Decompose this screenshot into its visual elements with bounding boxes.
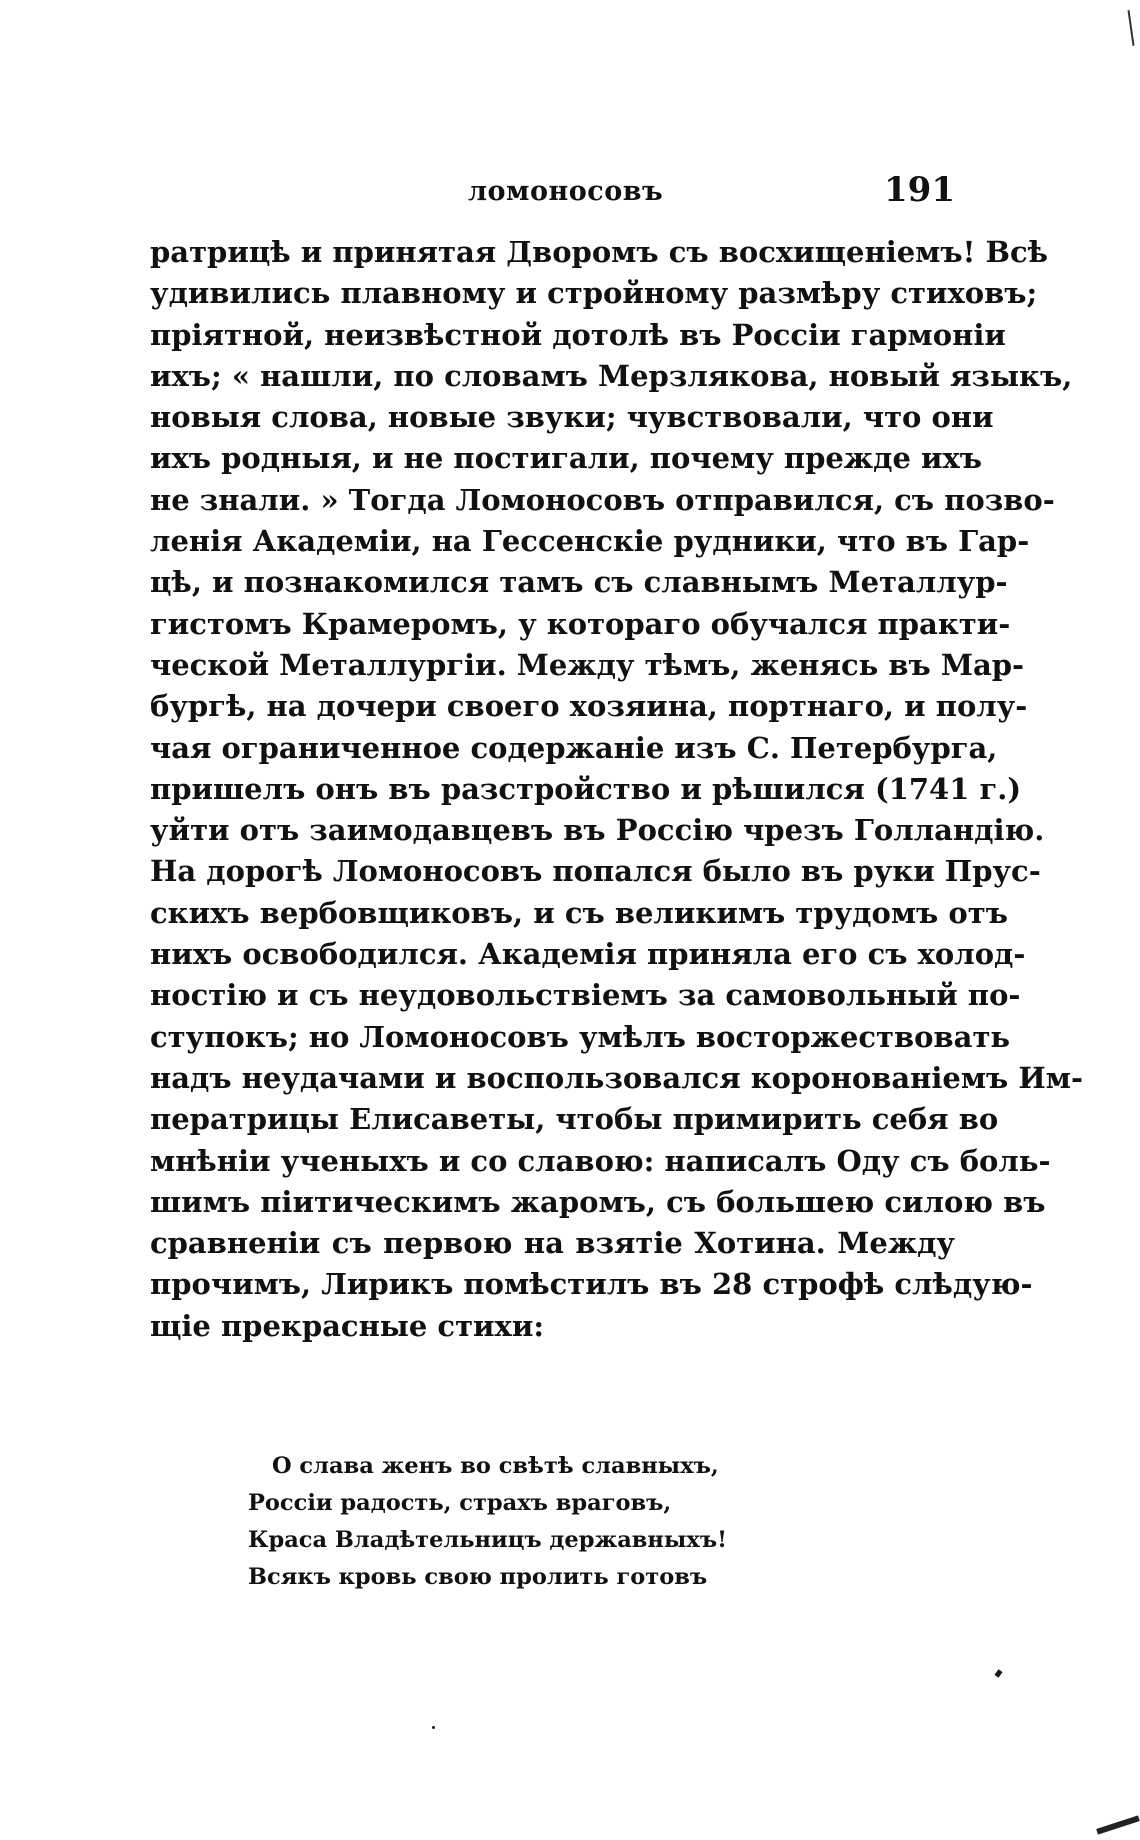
text-line: чая ограниченное содержанiе изъ С. Петербурга, — [150, 730, 998, 765]
text-line: скихъ вербовщиковъ, и съ великимъ трудомъ отъ — [150, 895, 1008, 930]
text-line: ческой Металлургiи. Между тѣмъ, женясь въ Мар- — [150, 647, 1025, 682]
text-line: щiе прекрасные стихи: — [150, 1308, 545, 1343]
text-line: ихъ родныя, и не постигали, почему прежде ихъ — [150, 441, 983, 476]
text-line: ступокъ; но Ломоносовъ умѣлъ восторжествовать — [150, 1019, 1011, 1054]
page-edge-mark — [1128, 10, 1135, 46]
running-head — [150, 170, 955, 216]
poem-verse: Всякъ кровь свою пролить готовъ — [248, 1564, 708, 1590]
text-line: бургѣ, на дочери своего хозяина, портнаго, и полу- — [150, 689, 1028, 724]
page-number: 191 — [884, 170, 955, 210]
text-line: ностiю и съ неудовольствiемъ за самовольный по- — [150, 978, 1021, 1013]
text-line: мнѣнiи ученыхъ и со славою: написалъ Оду съ боль- — [150, 1143, 1051, 1178]
body-text — [150, 232, 1083, 1347]
text-line: не знали. » Тогда Ломоносовъ отправился, съ позво- — [150, 482, 1055, 517]
running-title: ломоносовъ — [468, 176, 664, 207]
poem-verse: Краса Владѣтельницъ державныхъ! — [248, 1527, 727, 1553]
text-line: надъ неудачами и воспользовался коронованiемъ Им- — [150, 1060, 1083, 1095]
page-corner-mark — [1096, 1815, 1140, 1834]
text-line: На дорогѣ Ломоносовъ попался было въ руки Прус- — [150, 854, 1041, 889]
ink-speck — [994, 1669, 1002, 1678]
text-line: пришелъ онъ въ разстройство и рѣшился (1741 г.) — [150, 771, 1022, 806]
text-line: прiятной, неизвѣстной дотолѣ въ Россiи гармонiи — [150, 317, 1006, 352]
text-line: ператрицы Елисаветы, чтобы примирить себя во — [150, 1102, 999, 1137]
text-line: прочимъ, Лирикъ помѣстилъ въ 28 строфѣ слѣдую- — [150, 1267, 1033, 1302]
ink-speck — [432, 1726, 435, 1729]
text-line: новыя слова, новые звуки; чувствовали, что они — [150, 400, 994, 435]
text-line: цѣ, и познакомился тамъ съ славнымъ Металлур- — [150, 565, 1008, 600]
text-line: шимъ пiитическимъ жаромъ, съ большею силою въ — [150, 1184, 1046, 1219]
text-line: гистомъ Крамеромъ, у котораго обучался практи- — [150, 606, 1011, 641]
text-line: уйти отъ заимодавцевъ въ Россiю чрезъ Голландiю. — [150, 813, 1045, 848]
poem-quote — [248, 1448, 808, 1596]
text-line: нихъ освободился. Академiя приняла его съ холод- — [150, 937, 1026, 972]
text-line: ратрицѣ и принятая Дворомъ съ восхищенiемъ! Всѣ — [150, 235, 1049, 269]
text-line: удивились плавному и стройному размѣру стиховъ; — [150, 276, 1038, 311]
poem-verse: Россiи радость, страхъ враговъ, — [248, 1490, 672, 1516]
poem-verse: О слава женъ во свѣтѣ славныхъ, — [272, 1453, 719, 1479]
text-line: ленiя Академiи, на Гессенскiе рудники, что въ Гар- — [150, 524, 1030, 559]
text-line: ихъ; « нашли, по словамъ Мерзлякова, новый языкъ, — [150, 358, 1073, 393]
text-line: сравненiи съ первою на взятiе Хотина. Между — [150, 1226, 955, 1261]
